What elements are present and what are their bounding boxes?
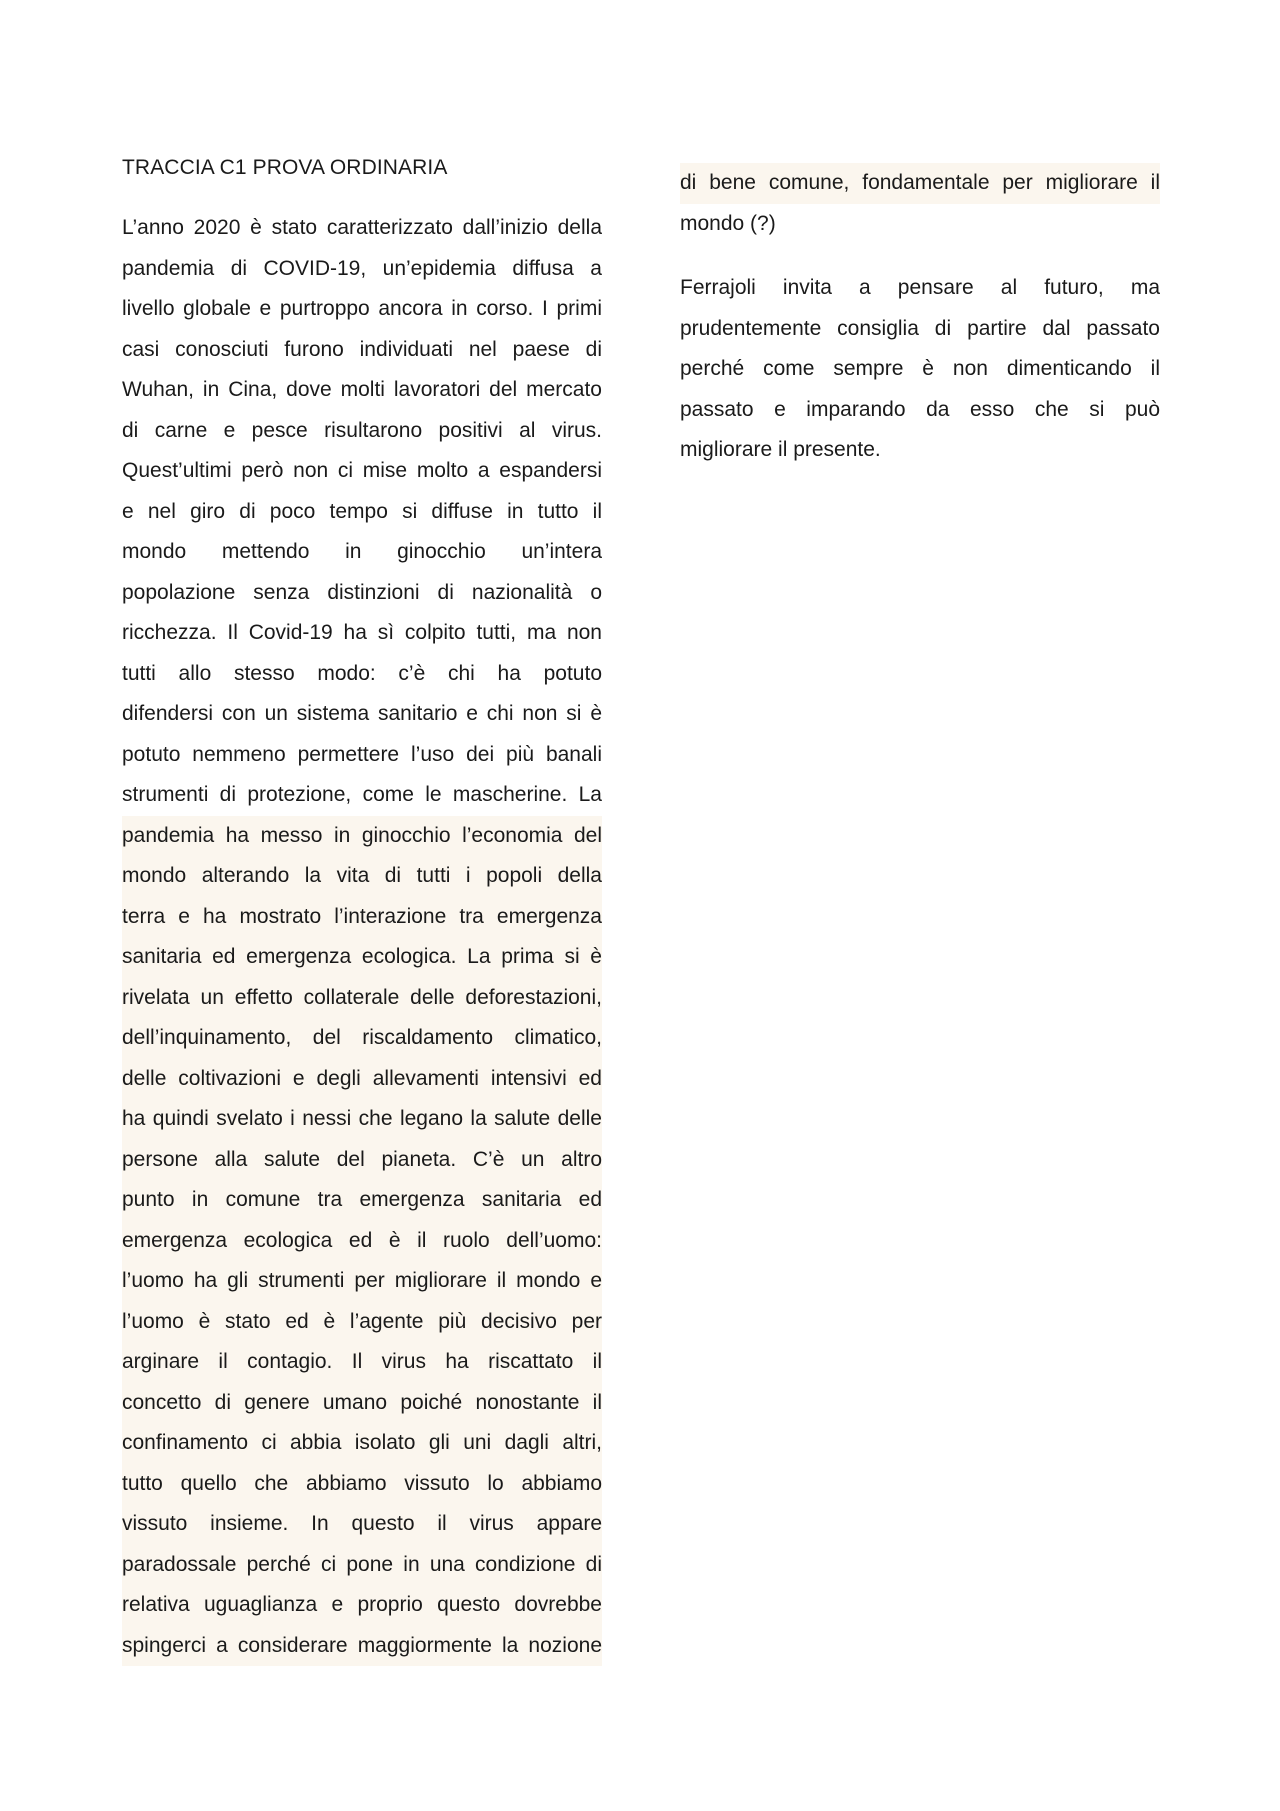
text-line: relativa uguaglianza e proprio questo dovrebbe [122,1585,602,1626]
text-line: e nel giro di poco tempo si diffuse in tutto il [122,499,602,523]
text-line: di carne e pesce risultarono positivi al virus. [122,418,602,442]
conclusion-paragraph [680,268,1160,471]
text-line: perché come sempre è non dimenticando il [680,357,1160,380]
text-line: Quest’ultimi però non ci mise molto a espandersi [122,459,602,482]
document-title: TRACCIA C1 PROVA ORDINARIA [122,156,448,179]
text-line: confinamento ci abbia isolato gli uni dagli altri, [122,1423,602,1464]
text-line: persone alla salute del pianeta. C’è un altro [122,1140,602,1181]
text-line: pandemia di COVID-19, un’epidemia diffusa a [122,256,602,280]
text-line: spingerci a considerare maggiormente la nozione [122,1626,602,1667]
text-line: mondo alterando la vita di tutti i popoli della [122,856,602,897]
text-line: mondo (?) [680,211,776,235]
text-line: ricchezza. Il Covid-19 ha sì colpito tutti, ma non [122,621,602,644]
text-line: potuto nemmeno permettere l’uso dei più banali [122,742,602,766]
text-line: terra e ha mostrato l’interazione tra emergenza [122,897,602,938]
main-paragraph [122,208,602,1666]
text-line: sanitaria ed emergenza ecologica. La prima si è [122,937,602,978]
text-line: mondo mettendo in ginocchio un’intera [122,540,602,563]
text-line: dell’inquinamento, del riscaldamento climatico, [122,1018,602,1059]
text-line: l’uomo ha gli strumenti per migliorare il mondo e [122,1261,602,1302]
text-line: prudentemente consiglia di partire dal passato [680,316,1160,340]
text-line: passato e imparando da esso che si può [680,397,1160,421]
text-line: difendersi con un sistema sanitario e chi non si è [122,702,602,725]
text-line: Ferrajoli invita a pensare al futuro, ma [680,276,1160,299]
text-line: tutti allo stesso modo: c’è chi ha potuto [122,661,602,685]
left-column [122,150,602,1666]
text-line: popolazione senza distinzioni di nazionalità o [122,580,602,604]
text-line: strumenti di protezione, come le mascherine. La [122,783,602,806]
text-line: ha quindi svelato i nessi che legano la salute delle [122,1099,602,1140]
text-line: tutto quello che abbiamo vissuto lo abbiamo [122,1464,602,1505]
text-line: delle coltivazioni e degli allevamenti intensivi ed [122,1059,602,1100]
text-line: casi conosciuti furono individuati nel paese di [122,337,602,361]
text-line: emergenza ecologica ed è il ruolo dell’uomo: [122,1221,602,1262]
text-line: rivelata un effetto collaterale delle deforestazioni, [122,978,602,1019]
text-line: Wuhan, in Cina, dove molti lavoratori del mercato [122,378,602,401]
text-line: concetto di genere umano poiché nonostante il [122,1383,602,1424]
text-line: L’anno 2020 è stato caratterizzato dall’inizio della [122,216,602,239]
text-line: migliorare il presente. [680,438,881,461]
text-line: pandemia ha messo in ginocchio l’economia del [122,816,602,857]
text-line: paradossale perché ci pone in una condizione di [122,1545,602,1586]
text-line: punto in comune tra emergenza sanitaria ed [122,1180,602,1221]
text-line: l’uomo è stato ed è l’agente più decisivo per [122,1302,602,1343]
continuation-paragraph [680,163,1160,244]
right-column [680,163,1160,471]
text-line: arginare il contagio. Il virus ha riscattato il [122,1342,602,1383]
text-line: livello globale e purtroppo ancora in corso. I primi [122,297,602,320]
text-line: di bene comune, fondamentale per migliorare il [680,163,1160,204]
text-line: vissuto insieme. In questo il virus appare [122,1504,602,1545]
